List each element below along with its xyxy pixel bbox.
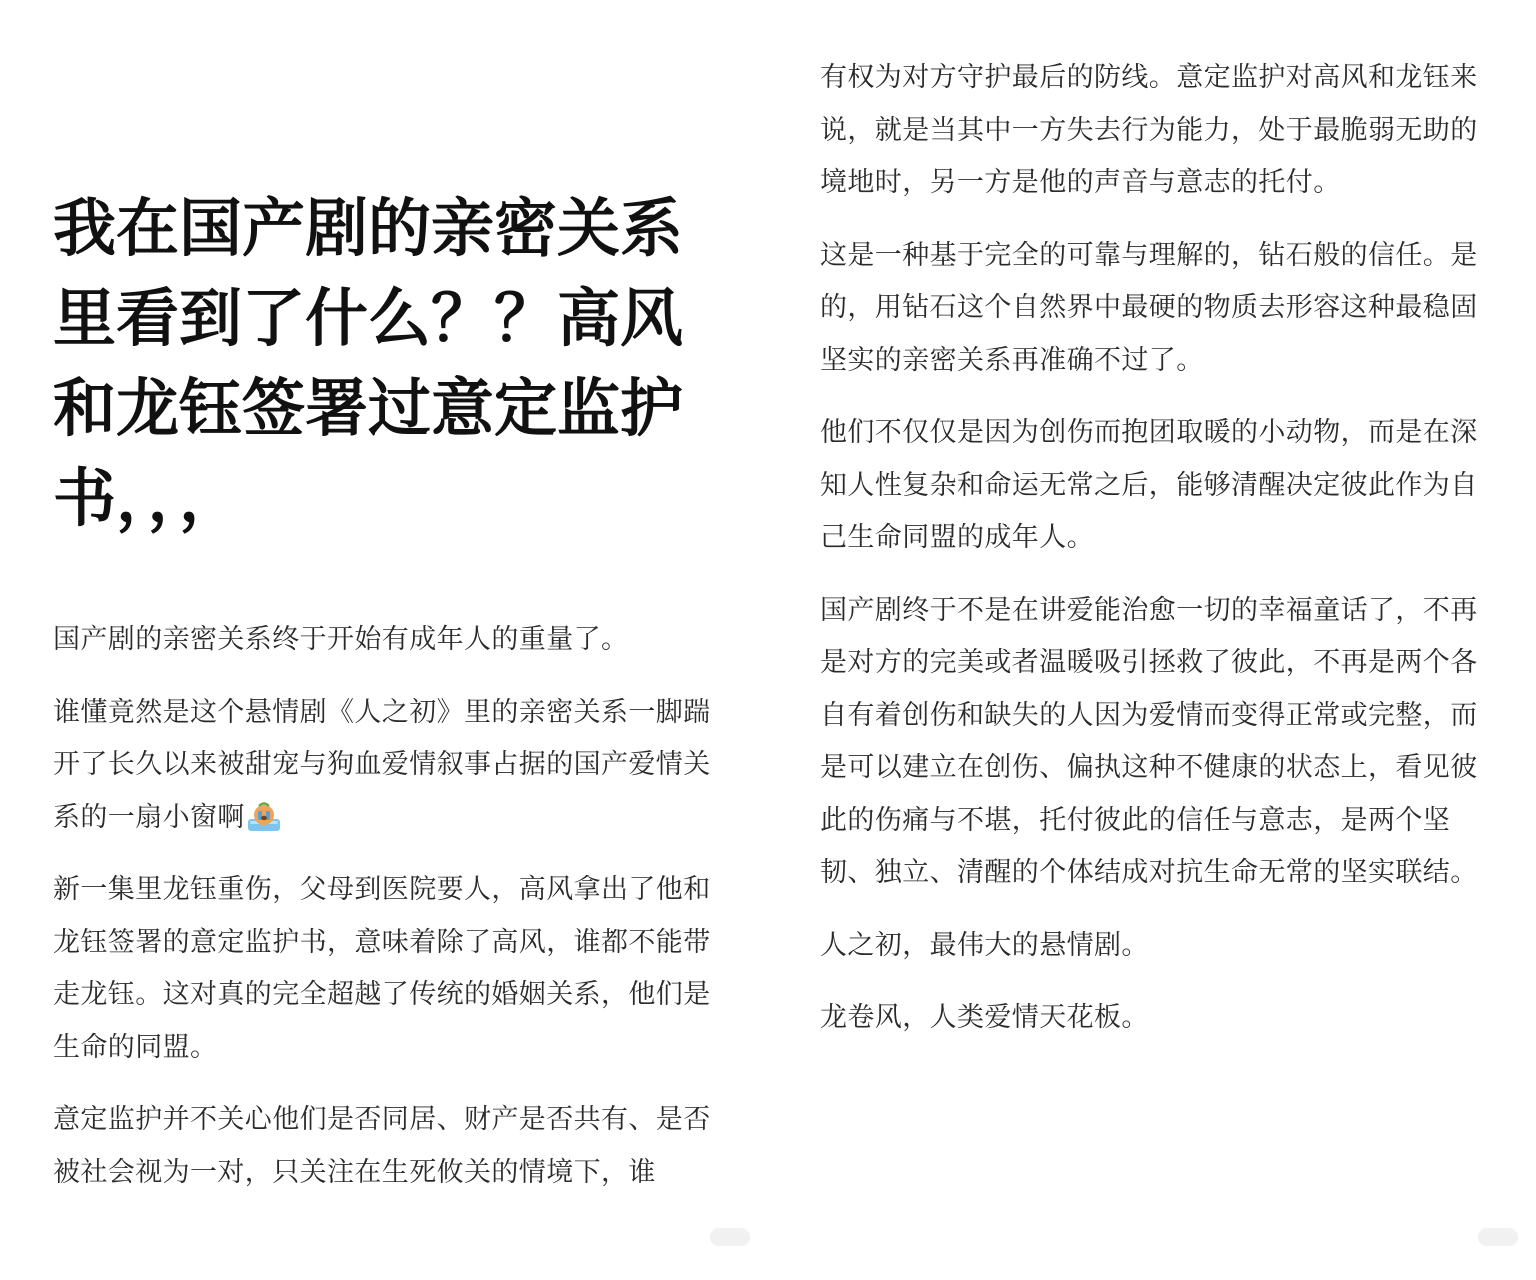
paragraph: 意定监护并不关心他们是否同居、财产是否共有、是否被社会视为一对，只关注在生死攸关的情境下，谁 [53, 1104, 711, 1188]
paragraph: 新一集里龙钰重伤，父母到医院要人，高风拿出了他和龙钰签署的意定监护书，意味着除了高风，谁都不能带走龙钰。这对真的完全超越了传统的婚姻关系，他们是生命的同盟。 [53, 874, 711, 1063]
paragraph: 人之初，最伟大的悬情剧。 [820, 929, 1149, 961]
paragraph-text: 谁懂竟然是这个悬情剧《人之初》里的亲密关系一脚踹开了长久以来被甜宠与狗血爱情叙事占据的国产爱情关系的一扇小窗啊 [53, 696, 711, 833]
right-column [820, 52, 1485, 1045]
left-column [53, 614, 737, 1199]
paragraph [53, 687, 737, 845]
article-title: 我在国产剧的亲密关系里看到了什么？？高风和龙钰签署过意定监护书，，， [53, 191, 683, 535]
paragraph: 他们不仅仅是因为创伤而抱团取暖的小动物，而是在深知人性复杂和命运无常之后，能够清醒决定彼此作为自己生命同盟的成年人。 [820, 417, 1478, 553]
paragraph: 龙卷风，人类爱情天花板。 [820, 1002, 1149, 1033]
watermark-mark [1478, 1228, 1518, 1246]
watermark-mark [710, 1228, 750, 1246]
paragraph: 这是一种基于完全的可靠与理解的，钻石般的信任。是的，用钻石这个自然界中最硬的物质去形容这种最稳固坚实的亲密关系再准确不过了。 [820, 239, 1478, 376]
paragraph: 国产剧终于不是在讲爱能治愈一切的幸福童话了，不再是对方的完美或者温暖吸引拯救了彼此，不再是两个各自有着创伤和缺失的人因为爱情而变得正常或完整，而是可以建立在创伤、偏执这种不健康的状态上，看见彼此的伤痛与不堪，托付彼此的信任与意志，是两个坚韧、独立、清醒的个体结成对抗生命无常的坚实联结。 [820, 594, 1478, 888]
paragraph: 有权为对方守护最后的防线。意定监护对高风和龙钰来说，就是当其中一方失去行为能力，处于最脆弱无助的境地时，另一方是他的声音与意志的托付。 [820, 62, 1478, 198]
crying-face-icon [247, 802, 281, 832]
paragraph: 国产剧的亲密关系终于开始有成年人的重量了。 [53, 624, 629, 655]
